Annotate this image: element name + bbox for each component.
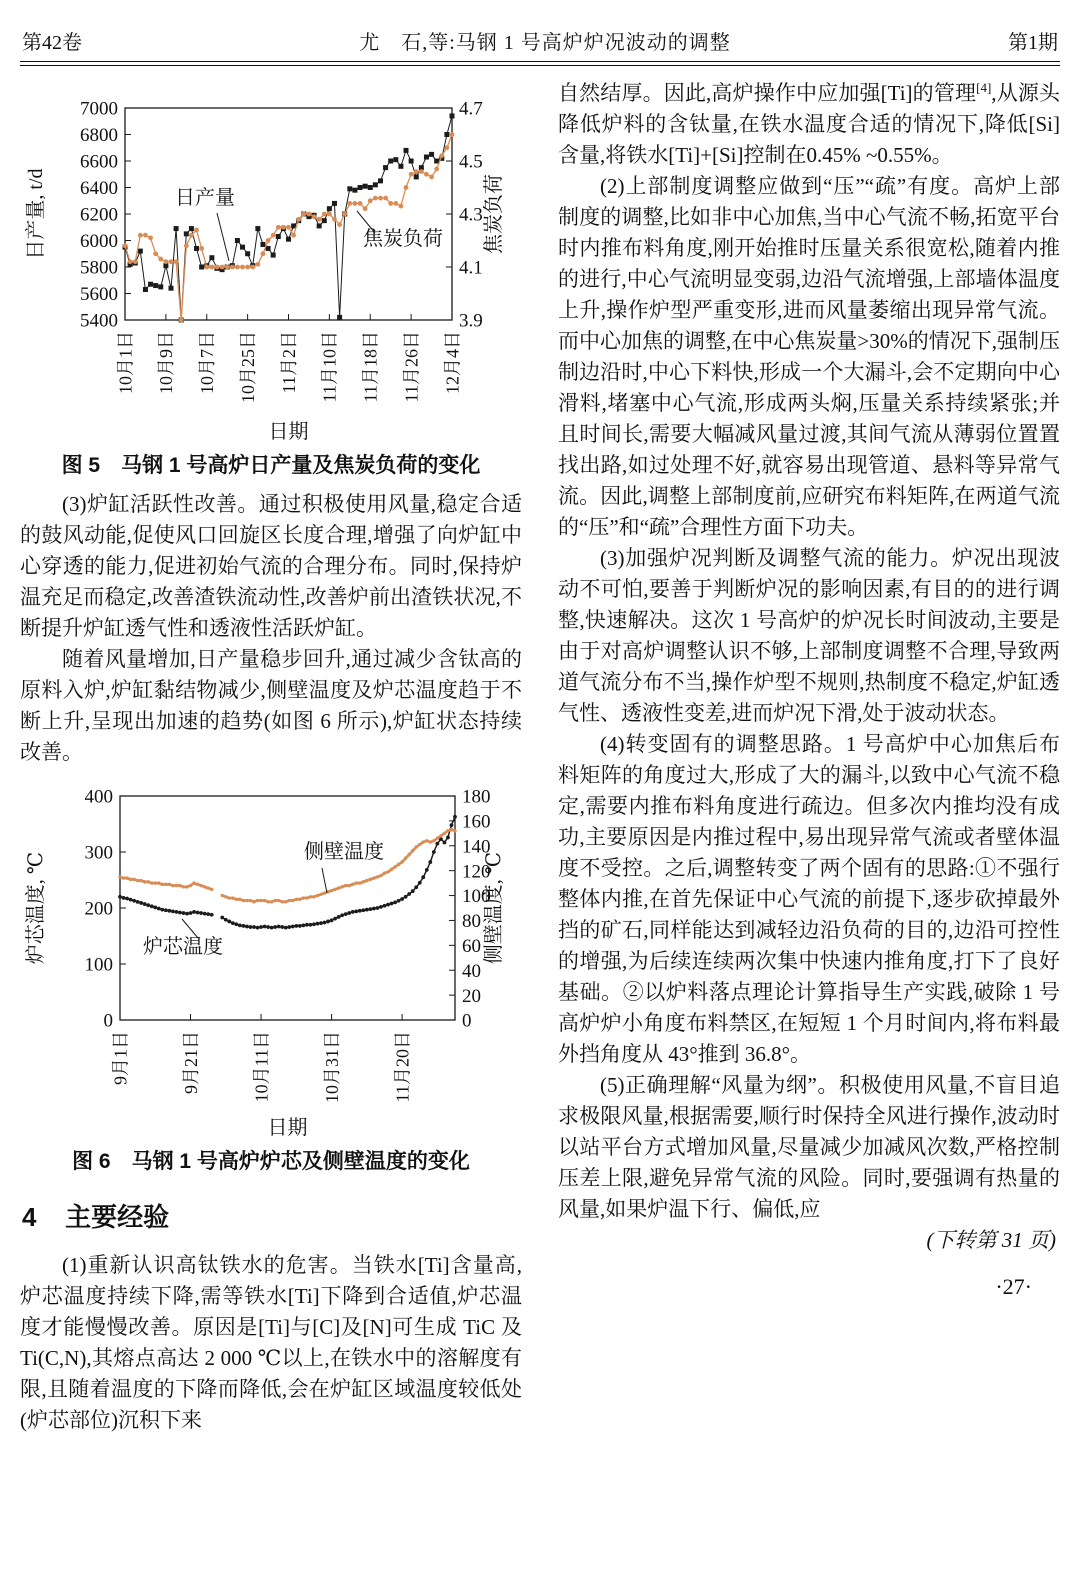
figure-5 — [20, 82, 522, 479]
paragraph-temperature-trend: 随着风量增加,日产量稳步回升,通过减少含钛高的原料入炉,炉缸黏结物减少,侧壁温度及炉芯温度趋于不断上升,呈现出加速的趋势(如图 6 所示),炉缸状态持续改善。 — [20, 647, 522, 764]
svg-text:5400: 5400 — [80, 310, 118, 332]
header-issue: 第1期 — [1008, 32, 1058, 54]
svg-text:焦炭负荷: 焦炭负荷 — [363, 228, 443, 250]
paragraph-adjustment-thinking: (4)转变固有的调整思路。1 号高炉中心加焦后布料矩阵的角度过大,形成了大的漏斗,以致中心气流不稳定,需要内推布料角度进行疏边。但多次内推均没有成功,主要原因是内推过程中,易出现异常气流或者壁体温度不受控。之后,调整转变了两个固有的思路:①不强行整体内推,在首先保证中心气流的前提下,逐步砍掉最外挡的矿石,同样能达到减轻边沿负荷的目的,边沿可控性的增强,为后续连续两次集中快速内推角度,打下了良好基础。②以炉料落点理论计算指导生产实践,破除 1 号高炉炉小角度布料禁区,在短短 1 个月时间内,将布料最外挡角度从 43°推到 36.8°。 — [558, 732, 1060, 1066]
svg-text:4.7: 4.7 — [459, 98, 483, 120]
svg-text:日期: 日期 — [267, 1117, 308, 1139]
continuation-note: (下转第 31 页) — [926, 1228, 1056, 1252]
page-number: ·27· — [995, 1274, 1032, 1299]
left-column — [20, 78, 522, 1436]
svg-text:0: 0 — [103, 1010, 113, 1032]
svg-text:6400: 6400 — [80, 178, 118, 200]
svg-text:炉芯温度: 炉芯温度 — [143, 936, 223, 958]
svg-text:6800: 6800 — [80, 125, 118, 147]
svg-text:4.1: 4.1 — [459, 257, 483, 279]
svg-text:侧壁温度: 侧壁温度 — [304, 841, 384, 863]
svg-text:0: 0 — [462, 1010, 472, 1032]
svg-text:180: 180 — [462, 786, 491, 808]
page-header — [20, 26, 1060, 61]
section-title: 主要经验 — [65, 1202, 170, 1232]
svg-text:20: 20 — [462, 985, 481, 1007]
svg-text:焦炭负荷: 焦炭负荷 — [483, 174, 505, 254]
paragraph-wind-volume: (5)正确理解“风量为纲”。积极使用风量,不盲目追求极限风量,根据需要,顺行时保持全风进行操作,波动时以站平台方式增加风量,尽量减少加减风次数,严格控制压差上限,避免异常气流的风险。同时,要强调有热量的风量,如果炉温下行、偏低,应 — [558, 1073, 1060, 1221]
svg-text:10月11日: 10月11日 — [251, 1031, 272, 1103]
svg-text:3.9: 3.9 — [459, 310, 483, 332]
svg-text:6600: 6600 — [80, 151, 118, 173]
section-number: 4 — [22, 1202, 37, 1232]
para-ti-pre: 自然结厚。因此,高炉操作中应加强[Ti]的管理 — [558, 81, 977, 105]
paragraph-ti-management — [558, 78, 1060, 171]
fig6-caption: 图 6 马钢 1 号高炉炉芯及侧壁温度的变化 — [72, 1150, 470, 1173]
svg-text:7000: 7000 — [80, 98, 118, 120]
fig5-caption: 图 5 马钢 1 号高炉日产量及焦炭负荷的变化 — [61, 454, 481, 477]
fig5-daily-output-coke-load-chart — [20, 82, 520, 444]
svg-text:80: 80 — [462, 911, 481, 933]
citation-4: [4] — [976, 80, 992, 95]
svg-text:140: 140 — [462, 836, 491, 858]
paragraph-judgement-ability: (3)加强炉况判断及调整气流的能力。炉况出现波动不可怕,要善于判断炉况的影响因素,有目的的进行调整,快速解决。这次 1 号高炉的炉况长时间波动,主要是由于对高炉调整认识不够,上部制度调整不合理,导致两道气流分布不当,操作炉型不规则,热制度不稳定,炉缸透气性、透液性变差,进而炉况下滑,处于波动状态。 — [558, 546, 1060, 725]
svg-text:日产量, t/d: 日产量, t/d — [25, 168, 47, 260]
fig6-core-sidewall-temperature-chart — [20, 778, 520, 1140]
svg-text:炉芯温度, ℃: 炉芯温度, ℃ — [25, 851, 47, 965]
right-column — [558, 78, 1060, 1436]
svg-text:60: 60 — [462, 935, 481, 957]
header-running-title: 尤 石,等:马钢 1 号高炉炉况波动的调整 — [359, 32, 731, 54]
svg-text:6000: 6000 — [80, 231, 118, 253]
para-ti-post: ,从源头降低炉料的含钛量,在铁水温度合适的情况下,降低[Si]含量,将铁水[Ti]+[Si]控制在0.45% ~0.55%。 — [558, 81, 1060, 167]
svg-text:100: 100 — [462, 886, 491, 908]
paragraph-upper-regime: (2)上部制度调整应做到“压”“疏”有度。高炉上部制度的调整,比如非中心加焦,当中心气流不畅,拓宽平台时内推布料角度,刚开始推时压量关系很宽松,随着内推的进行,中心气流明显变弱,边沿气流增强,上部墙体温度上升,操作炉型严重变形,进而风量萎缩出现异常气流。而中心加焦的调整,在中心焦炭量>30%的情况下,强制压制边沿时,中心下料快,形成一个大漏斗,会不定期向中心滑料,堵塞中心气流,形成两头焖,压量关系持续紧张;并且时间长,需要大幅减风量过渡,其间气流从薄弱位置置找出路,如过处理不好,就容易出现管道、悬料等异常气流。因此,调整上部制度前,应研究布料矩阵,在两道气流的“压”和“疏”合理性方面下功夫。 — [558, 174, 1060, 539]
paragraph-hearth-activity: (3)炉缸活跃性改善。通过积极使用风量,稳定合适的鼓风动能,促使风口回旋区长度合理,增强了向炉缸中心穿透的能力,促进初始气流的合理分布。同时,保持炉温充足而稳定,改善渣铁流动性,改善炉前出渣铁状况,不断提升炉缸透气性和透液性活跃炉缸。 — [20, 492, 522, 640]
svg-text:160: 160 — [462, 811, 491, 833]
svg-text:11月18日: 11月18日 — [360, 331, 381, 403]
svg-text:5600: 5600 — [80, 284, 118, 306]
svg-text:10月31日: 10月31日 — [321, 1031, 342, 1103]
section-heading — [22, 1197, 522, 1234]
svg-text:11月20日: 11月20日 — [392, 1031, 413, 1103]
svg-text:100: 100 — [84, 954, 113, 976]
svg-text:10月7日: 10月7日 — [197, 331, 218, 394]
svg-text:5800: 5800 — [80, 257, 118, 279]
svg-text:6200: 6200 — [80, 204, 118, 226]
svg-text:9月21日: 9月21日 — [180, 1031, 201, 1094]
page-body — [20, 78, 1060, 1436]
svg-text:10月1日: 10月1日 — [115, 331, 136, 394]
svg-text:4.3: 4.3 — [459, 204, 483, 226]
figure-6 — [20, 778, 522, 1175]
svg-text:日期: 日期 — [268, 421, 309, 443]
svg-text:300: 300 — [84, 842, 113, 864]
svg-text:40: 40 — [462, 960, 481, 982]
paragraph-experience-1: (1)重新认识高钛铁水的危害。当铁水[Ti]含量高,炉芯温度持续下降,需等铁水[Ti]下降到合适值,炉芯温度才能慢慢改善。原因是[Ti]与[C]及[N]可生成 TiC 及 Ti(C,N),其熔点高达 2 000 ℃以上,在铁水中的溶解度有限,且随着温度的下降而降低,会在炉缸区域温度较低处(炉芯部位)沉积下来 — [20, 1253, 522, 1432]
svg-text:400: 400 — [84, 786, 113, 808]
svg-text:侧壁温度, ℃: 侧壁温度, ℃ — [483, 851, 505, 965]
svg-text:11月10日: 11月10日 — [319, 331, 340, 403]
svg-text:12月4日: 12月4日 — [442, 331, 463, 394]
svg-text:11月2日: 11月2日 — [278, 331, 299, 394]
svg-text:日产量: 日产量 — [175, 187, 235, 209]
svg-text:9月1日: 9月1日 — [110, 1031, 131, 1085]
header-volume: 第42卷 — [22, 32, 82, 54]
svg-text:11月26日: 11月26日 — [401, 331, 422, 403]
header-rule — [20, 61, 1060, 66]
svg-text:10月9日: 10月9日 — [156, 331, 177, 394]
svg-text:120: 120 — [462, 861, 491, 883]
svg-text:4.5: 4.5 — [459, 151, 483, 173]
svg-text:10月25日: 10月25日 — [237, 331, 258, 403]
svg-text:200: 200 — [84, 898, 113, 920]
